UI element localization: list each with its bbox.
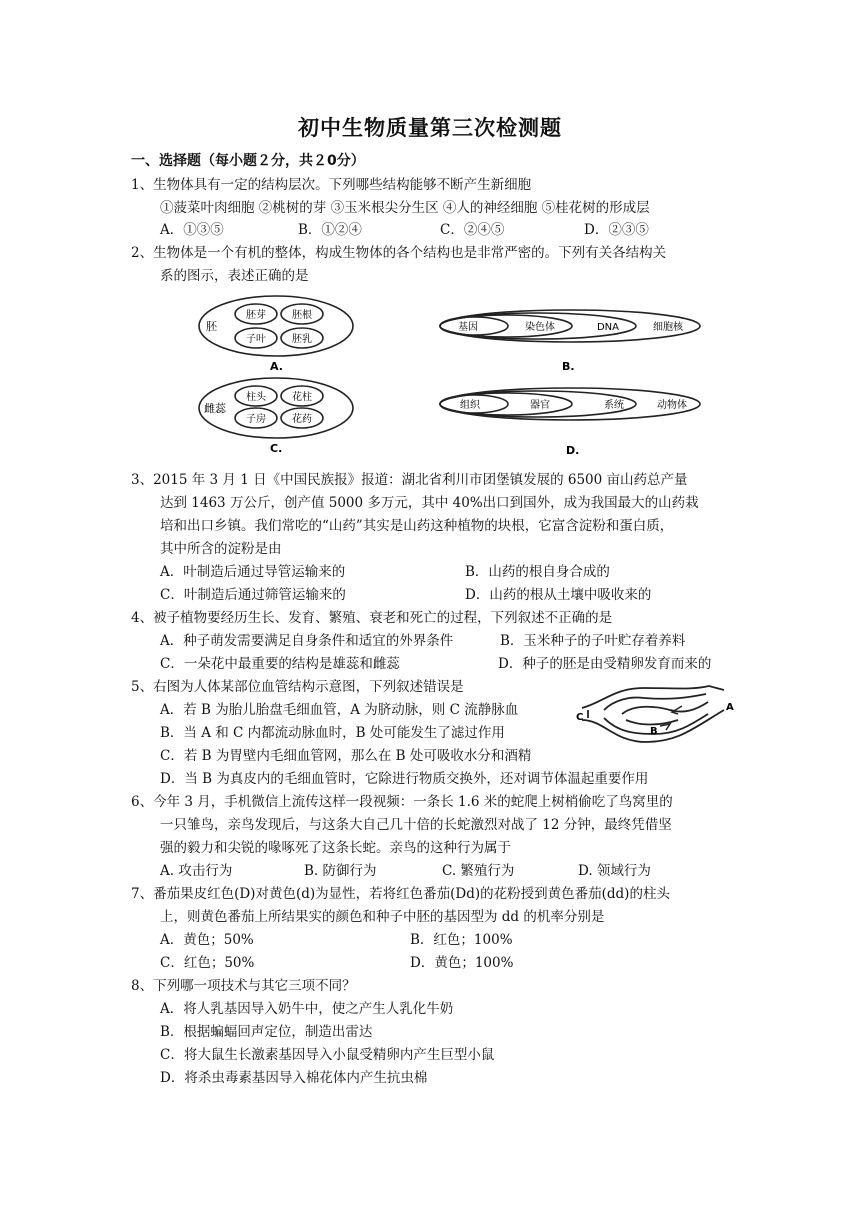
diagram-a-item4: 胚乳	[292, 334, 312, 345]
diagram-c-item3: 子房	[246, 414, 266, 425]
q8-option-d: D．将杀虫毒素基因导入棉花体内产生抗虫棉	[160, 1070, 428, 1086]
diagram-b-item2: 染色体	[525, 322, 555, 333]
diagram-d-item4: 动物体	[657, 400, 687, 411]
q8-option-c: C．将大鼠生长激素基因导入小鼠受精卵内产生巨型小鼠	[160, 1047, 495, 1063]
q5-option-b: B．当 A 和 C 内都流动脉血时，B 处可能发生了滤过作用	[160, 725, 505, 741]
q3-stem-line4: 其中所含的淀粉是由	[160, 541, 282, 557]
q1-option-c: C．②④⑤	[440, 222, 505, 238]
diagram-c-item4: 花药	[292, 414, 312, 425]
q2-stem-line2: 系的图示，表述正确的是	[160, 268, 309, 284]
q5-option-a: A．若 B 为胎儿胎盘毛细血管，A 为脐动脉，则 C 流静脉血	[160, 702, 519, 718]
diagram-a-item3: 子叶	[246, 334, 266, 345]
diagram-d-label: D.	[566, 444, 580, 457]
q1-option-a: A．①③⑤	[160, 222, 224, 238]
diagram-a-item1: 胚芽	[246, 310, 266, 321]
q4-stem: 4、被子植物要经历生长、发育、繁殖、衰老和死亡的过程，下列叙述不正确的是	[131, 610, 613, 626]
q7-stem-line1: 7、番茄果皮红色(D)对黄色(d)为显性，若将红色番茄(Dd)的花粉授到黄色番茄(dd)的柱头	[131, 886, 670, 902]
q3-stem-line2: 达到 1463 万公斤，创产值 5000 多万元，其中 40%出口到国外，成为我国最大的山药栽	[160, 495, 699, 511]
q6-stem-line1: 6、今年 3 月，手机微信上流传这样一段视频：一条长 1.6 米的蛇爬上树梢偷吃了鸟窝里的	[131, 794, 673, 810]
q2-diagrams	[190, 292, 730, 464]
q6-stem-line3: 强的毅力和尖锐的喙啄死了这条长蛇。亲鸟的这种行为属于	[160, 840, 511, 856]
q3-stem-line1: 3、2015 年 3 月 1 日《中国民族报》报道：湖北省利川市团堡镇发展的 6500 亩山药总产量	[131, 472, 688, 488]
diagram-c-label: C.	[270, 442, 283, 455]
diagram-c-item1: 柱头	[246, 392, 266, 403]
q5-figure-label-c: C	[576, 712, 584, 723]
q6-option-b: B. 防御行为	[304, 863, 377, 879]
section-heading: 一、选择题（每小题２分，共２0分）	[131, 153, 365, 169]
q6-option-a: A. 攻击行为	[160, 863, 233, 879]
q4-option-d: D．种子的胚是由受精卵发育而来的	[498, 656, 712, 672]
q1-stem: 1、生物体具有一定的结构层次。下列哪些结构能够不断产生新细胞	[131, 177, 532, 193]
q6-stem-line2: 一只雏鸟，亲鸟发现后，与这条大自己几十倍的长蛇激烈对战了 12 分钟，最终凭借坚	[160, 817, 672, 833]
diagram-a-item2: 胚根	[292, 310, 312, 321]
diagram-c-outer: 雌蕊	[204, 402, 226, 415]
q7-stem-line2: 上，则黄色番茄上所结果实的颜色和种子中胚的基因型为 dd 的机率分别是	[160, 909, 605, 925]
q3-option-b: B．山药的根自身合成的	[465, 564, 610, 580]
q8-option-a: A．将人乳基因导入奶牛中，使之产生人乳化牛奶	[160, 1001, 454, 1017]
diagram-d-item3: 系统	[604, 400, 624, 411]
q4-option-b: B．玉米种子的子叶贮存着养料	[500, 633, 686, 649]
q8-stem: 8、下列哪一项技术与其它三项不同？	[131, 978, 356, 994]
q7-option-c: C．红色；50%	[160, 955, 255, 971]
q4-option-c: C．一朵花中最重要的结构是雄蕊和雌蕊	[160, 656, 400, 672]
q1-items: ①菠菜叶肉细胞 ②桃树的芽 ③玉米根尖分生区 ④人的神经细胞 ⑤桂花树的形成层	[160, 200, 650, 216]
q7-option-d: D．黄色；100%	[410, 955, 514, 971]
diagram-a-label: A.	[270, 360, 283, 373]
q3-option-d: D．山药的根从土壤中吸收来的	[465, 587, 652, 603]
q6-option-d: D. 领域行为	[578, 863, 651, 879]
q3-stem-line3: 培和出口乡镇。我们常吃的“山药”其实是山药这种植物的块根，它富含淀粉和蛋白质，	[160, 518, 674, 534]
q7-option-b: B．红色；100%	[410, 932, 513, 948]
diagram-b-item1: 基因	[458, 322, 478, 333]
diagram-b-label: B.	[562, 360, 575, 373]
q5-blood-vessel-figure	[574, 680, 736, 752]
q5-option-c: C．若 B 为胃壁内毛细血管网，那么在 B 处可吸收水分和酒精	[160, 748, 532, 764]
page-title: 初中生物质量第三次检测题	[298, 116, 562, 140]
diagram-b-item3: DNA	[596, 322, 620, 333]
q7-option-a: A．黄色；50%	[160, 932, 254, 948]
q5-figure-label-b: B	[650, 726, 658, 737]
q5-figure-label-a: A	[726, 702, 734, 713]
q3-option-a: A．叶制造后通过导管运输来的	[160, 564, 346, 580]
q1-option-d: D．②③⑤	[584, 222, 649, 238]
q4-option-a: A．种子萌发需要满足自身条件和适宜的外界条件	[160, 633, 454, 649]
q8-option-b: B．根据蝙蝠回声定位，制造出雷达	[160, 1024, 373, 1040]
diagram-a	[199, 296, 353, 356]
diagram-a-outer: 胚	[206, 320, 217, 333]
q2-stem-line1: 2、生物体是一个有机的整体，构成生物体的各个结构也是非常严密的。下列有关各结构关	[131, 245, 667, 261]
diagram-d-item1: 组织	[460, 400, 480, 411]
q6-option-c: C. 繁殖行为	[442, 863, 515, 879]
q1-option-b: B．①②④	[298, 222, 362, 238]
diagram-c-item2: 花柱	[292, 392, 312, 403]
diagram-d-item2: 器官	[530, 400, 550, 411]
q3-option-c: C．叶制造后通过筛管运输来的	[160, 587, 346, 603]
q5-stem: 5、右图为人体某部位血管结构示意图，下列叙述错误是	[131, 679, 464, 695]
diagram-b-item4: 细胞核	[653, 322, 683, 333]
q5-option-d: D．当 B 为真皮内的毛细血管时，它除进行物质交换外，还对调节体温起重要作用	[160, 771, 649, 787]
